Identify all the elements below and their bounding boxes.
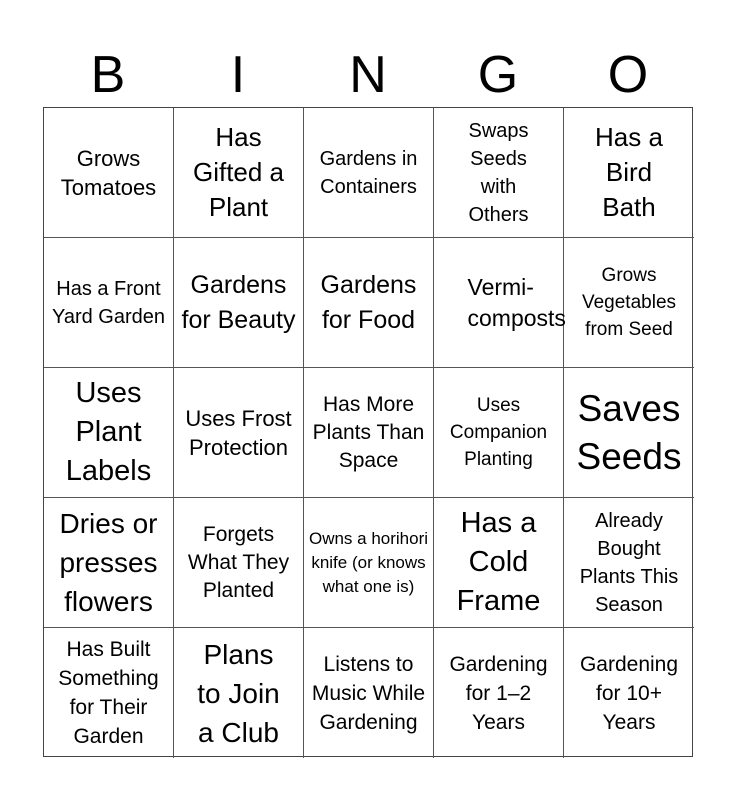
cell-label: Saves Seeds — [576, 387, 682, 477]
cell-label: Grows Tomatoes — [60, 145, 157, 200]
bingo-cell[interactable] — [44, 628, 174, 758]
bingo-cell[interactable] — [304, 628, 434, 758]
bingo-cell[interactable] — [174, 108, 304, 238]
cell-label: Gardens for Food — [320, 270, 417, 334]
bingo-cell[interactable] — [174, 368, 304, 498]
cell-label: Has Gifted a Plant — [192, 122, 285, 222]
cell-label: Has Built Something for Their Garden — [58, 638, 159, 748]
bingo-cell[interactable] — [434, 238, 564, 368]
bingo-cell[interactable] — [44, 498, 174, 628]
header-letter-i: I — [230, 46, 246, 104]
bingo-cell[interactable] — [564, 368, 694, 498]
cell-label: Has a Cold Frame — [456, 507, 541, 617]
bingo-cell[interactable] — [44, 108, 174, 238]
bingo-cell[interactable] — [564, 628, 694, 758]
cell-label: Dries or presses flowers — [59, 508, 158, 617]
cell-label: Gardening for 10+ Years — [579, 652, 679, 734]
bingo-cell[interactable] — [304, 368, 434, 498]
cell-label: Has a Bird Bath — [595, 122, 663, 222]
bingo-cell[interactable] — [564, 498, 694, 628]
cell-label: Swaps Seeds with Others — [468, 119, 529, 226]
bingo-cell[interactable] — [564, 108, 694, 238]
cell-label: Gardening for 1–2 Years — [449, 652, 548, 734]
cell-label: Grows Vegetables from Seed — [581, 265, 677, 340]
cell-label: Uses Plant Labels — [65, 377, 152, 487]
bingo-cell[interactable] — [564, 238, 694, 368]
cell-label: Uses Companion Planting — [449, 395, 548, 470]
cell-label: Gardens for Beauty — [181, 270, 296, 334]
cell-label: Vermi-composts — [467, 273, 566, 331]
cell-label: Plans to Join a Club — [197, 638, 280, 748]
bingo-cell[interactable] — [304, 498, 434, 628]
cell-label: Uses Frost Protection — [185, 405, 292, 460]
bingo-header — [43, 42, 693, 108]
bingo-cell[interactable] — [174, 238, 304, 368]
cell-label: Owns a horihori knife (or knows what one is) — [308, 528, 429, 596]
header-letter-n: N — [349, 46, 387, 104]
bingo-cell[interactable] — [434, 108, 564, 238]
cell-label: Has More Plants Than Space — [312, 392, 425, 472]
bingo-cell[interactable] — [304, 238, 434, 368]
cell-label: Forgets What They Planted — [187, 522, 290, 602]
cell-label: Has a Front Yard Garden — [51, 277, 166, 328]
bingo-cell[interactable] — [434, 628, 564, 758]
bingo-cell[interactable] — [434, 368, 564, 498]
header-letter-o: O — [607, 46, 649, 104]
bingo-board — [43, 107, 693, 757]
bingo-cell[interactable] — [304, 108, 434, 238]
cell-label: Already Bought Plants This Season — [579, 509, 679, 616]
header-letter-g: G — [477, 46, 519, 104]
header-letter-b: B — [90, 46, 126, 104]
bingo-cell[interactable] — [174, 628, 304, 758]
cell-label: Gardens in Containers — [319, 147, 418, 198]
bingo-cell[interactable] — [174, 498, 304, 628]
bingo-cell[interactable] — [434, 498, 564, 628]
bingo-cell[interactable] — [44, 368, 174, 498]
bingo-cell[interactable] — [44, 238, 174, 368]
cell-label: Listens to Music While Gardening — [311, 652, 426, 734]
